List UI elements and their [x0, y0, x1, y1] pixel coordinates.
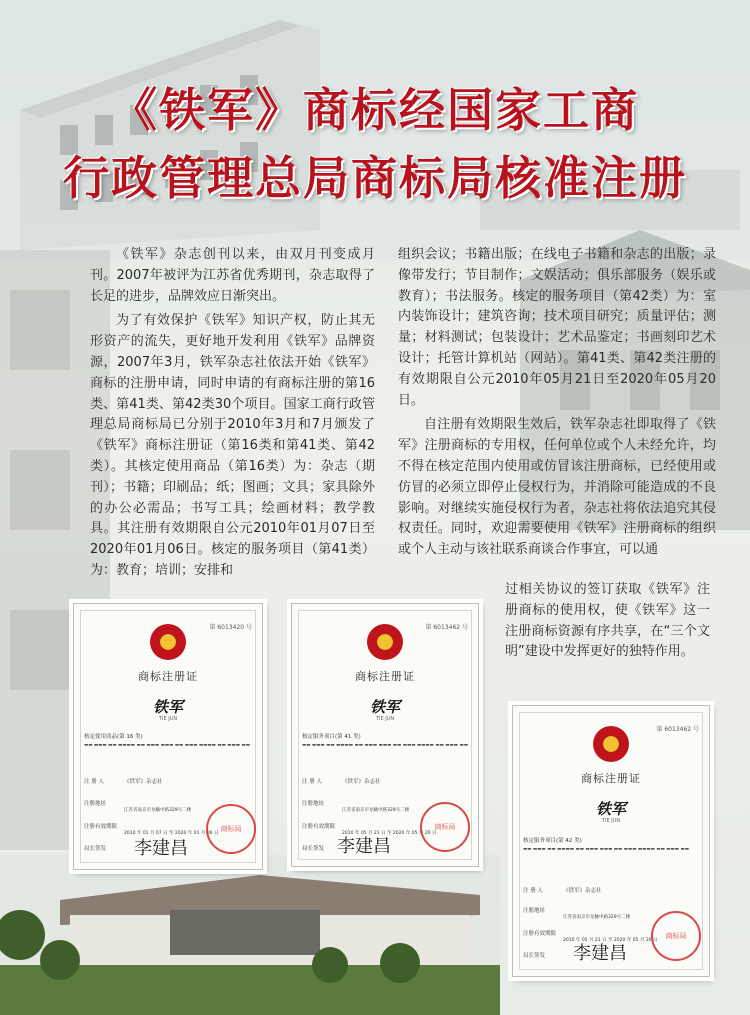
national-emblem-icon	[593, 726, 629, 762]
director-label: 局长签发	[523, 953, 546, 959]
registrant-label: 注 册 人	[523, 888, 543, 894]
article-paragraph: 过相关协议的签订获取《铁军》注册商标的使用权，使《铁军》这一注册商标资源有序共享，在“三个文明”建设中发挥更好的独特作用。	[505, 582, 710, 660]
trademark-mark: 铁军	[152, 698, 183, 716]
certificate-title: 商标注册证	[581, 772, 641, 785]
registrant-value: 《铁军》杂志社	[563, 888, 602, 894]
trademark-mark: 铁军	[595, 800, 626, 818]
scope-label: 核定使用商品(第 16 类)	[84, 734, 143, 740]
article-right-column	[398, 245, 716, 565]
certificate-serial: 第 6013420 号	[209, 624, 252, 631]
director-signature: 李建昌	[134, 838, 188, 859]
registrant-value: 《铁军》杂志社	[342, 779, 381, 785]
article-paragraph: 自注册有效期限生效后，铁军杂志社即取得了《铁军》注册商标的专用权，任何单位或个人未经允许，均不得在核定范围内使用或仿冒该注册商标，已经使用或仿冒的必须立即停止侵权行为，并消除可能造成的不良影响。对继续实施侵权行为者，杂志社将依法追究其侵权责任。同时，欢迎需要使用《铁军》注册商标的组织或个人主动与该社联系商谈合作事宜，可以通	[398, 417, 716, 558]
scope-label: 核定服务项目(第 42 类)	[523, 838, 582, 844]
national-emblem-icon	[367, 624, 403, 660]
validity-value: 2010 年 05 月 21 日 至 2020 年 05 月 20 日	[563, 938, 658, 943]
director-signature: 李建昌	[337, 836, 391, 857]
validity-label: 注册有效期限	[84, 824, 118, 830]
page-title-line2: 行政管理总局商标局核准注册	[63, 151, 687, 205]
registrant-label: 注 册 人	[84, 779, 104, 785]
validity-label: 注册有效期限	[302, 824, 336, 830]
address-label: 注册地址	[84, 801, 107, 807]
registrant-label: 注 册 人	[302, 779, 322, 785]
certificate-serial: 第 6013462 号	[656, 726, 699, 733]
address-value: 江苏省南京市龙蟠中路329号二楼	[342, 808, 410, 813]
validity-value: 2010 年 01 月 07 日 至 2020 年 01 月 06 日	[124, 831, 219, 836]
trademark-mark-pinyin: TIE JUN	[158, 716, 178, 722]
trademark-certificate-class-42: 第 6013462 号 商标注册证 铁军 TIE JUN 核定服务项目(第 42 类) ▬▬ ▬▬▬ ▬▬ ▬▬▬▬ ▬▬ ▬▬▬ ▬▬▬ ▬▬ ▬▬▬ ▬▬▬▬ ▬▬ ▬▬▬ ▬▬ 注 册 人 《铁军》杂志社 注册地址 江苏省南京市龙蟠中路329号二楼 注册有效期限 2010 年 05 月 21 日 至 2020 年 05 月 20 日 局长签发 李建昌 商标局	[512, 705, 710, 977]
validity-label: 注册有效期限	[523, 931, 557, 937]
address-label: 注册地址	[302, 801, 325, 807]
official-seal: 商标局	[420, 802, 470, 852]
address-value: 江苏省南京市龙蟠中路329号二楼	[563, 915, 631, 920]
address-value: 江苏省南京市龙蟠中路329号二楼	[124, 808, 192, 813]
trademark-mark-pinyin: TIE JUN	[375, 716, 395, 722]
registrant-value: 《铁军》杂志社	[124, 779, 163, 785]
article-left-column	[90, 245, 375, 586]
building-photo-bottom	[0, 855, 500, 1015]
official-seal: 商标局	[651, 911, 701, 961]
certificate-title: 商标注册证	[355, 670, 415, 683]
trademark-certificate-class-41: 第 6013462 号 商标注册证 铁军 TIE JUN 核定服务项目(第 41 类) ▬▬ ▬▬▬ ▬▬ ▬▬▬▬ ▬▬ ▬▬▬ ▬▬▬ ▬▬ ▬▬▬ ▬▬▬▬ ▬▬ ▬▬▬ ▬▬ 注 册 人 《铁军》杂志社 注册地址 江苏省南京市龙蟠中路329号二楼 注册有效期限 2010 年 05 月 21 日 至 2020 年 05 月 20 日 局长签发 李建昌 商标局	[291, 603, 479, 867]
page-title-line1: 《铁军》商标经国家工商	[111, 83, 639, 137]
address-label: 注册地址	[523, 908, 546, 914]
director-label: 局长签发	[84, 846, 107, 852]
certificate-serial: 第 6013462 号	[425, 624, 468, 631]
director-signature: 李建昌	[573, 943, 627, 964]
article-tail	[505, 580, 710, 667]
scope-label: 核定服务项目(第 41 类)	[302, 734, 361, 740]
validity-value: 2010 年 05 月 21 日 至 2020 年 05 月 20 日	[342, 831, 437, 836]
national-emblem-icon	[150, 624, 186, 660]
director-label: 局长签发	[302, 846, 325, 852]
trademark-mark-pinyin: TIE JUN	[601, 818, 621, 824]
certificate-title: 商标注册证	[138, 670, 198, 683]
trademark-certificate-class-16: 第 6013420 号 商标注册证 铁军 TIE JUN 核定使用商品(第 16 类) ▬▬ ▬▬▬ ▬▬ ▬▬▬▬ ▬▬ ▬▬▬ ▬▬▬ ▬▬ ▬▬▬ ▬▬▬▬ ▬▬ ▬▬▬ ▬▬ 注 册 人 《铁军》杂志社 注册地址 江苏省南京市龙蟠中路329号二楼 注册有效期限 2010 年 01 月 07 日 至 2020 年 01 月 06 日 局长签发 李建昌 商标局	[73, 603, 263, 870]
article-paragraph: 组织会议；书籍出版；在线电子书籍和杂志的出版；录像带发行；节目制作；文娱活动；俱乐部服务（娱乐或教育）；书法服务。核定的服务项目（第42类）为：室内装饰设计；建筑咨询；技术项目研究；质量评估；测量；材料测试；包装设计；艺术品鉴定；书画刻印艺术设计；托管计算机站（网站）。第41类、第42类注册的有效期限自公元2010年05月21日至2020年05月20日。	[398, 247, 716, 408]
official-seal: 商标局	[206, 804, 256, 854]
article-paragraph: 《铁军》杂志创刊以来，由双月刊变成月刊。2007年被评为江苏省优秀期刊，杂志取得了长足的进步，品牌效应日渐突出。	[90, 247, 375, 304]
trademark-mark: 铁军	[369, 698, 400, 716]
article-paragraph: 为了有效保护《铁军》知识产权，防止其无形资产的流失，更好地开发利用《铁军》品牌资源，2007年3月，铁军杂志社依法开始《铁军》商标的注册申请，同时申请的有商标注册的第16类、第41类、第42类30个项目。国家工商行政管理总局商标局已分别于2010年3月和7月颁发了《铁军》商标注册证（第16类和第41类、第42类）。其核定使用商品（第16类）为：杂志（期刊）；书籍；印刷品；纸；图画；文具；家具除外的办公必需品；书写工具；绘画材料；教学教具。其注册有效期限自公元2010年01月07日至2020年01月06日。核定的服务项目（第41类）为：教育；培训；安排和	[90, 313, 375, 578]
